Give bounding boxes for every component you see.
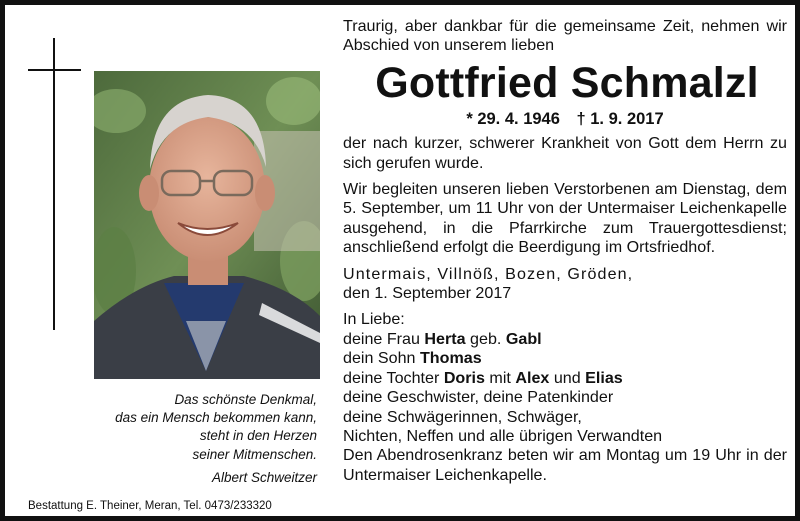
cross-symbol — [53, 38, 55, 330]
family-relatives: deine Geschwister, deine Patenkinder — [343, 388, 614, 407]
deceased-name: Gottfried Schmalzl — [375, 58, 759, 107]
quote-line: Das schönste Denkmal, — [174, 392, 317, 407]
death-text: der nach kurzer, schwerer Krankheit von Gott dem Herrn zu sich gerufen wurde. — [343, 134, 787, 172]
in-love-label: In Liebe: — [343, 310, 405, 329]
quote-line: steht in den Herzen — [199, 428, 317, 444]
life-dates — [343, 110, 787, 129]
cross-symbol-bar — [28, 69, 81, 71]
portrait-photo — [94, 71, 320, 379]
family-wife: deine Frau Herta geb. Gabl — [343, 329, 542, 348]
notice-text — [343, 17, 787, 485]
birth-date: * 29. 4. 1946 — [466, 109, 560, 128]
family-places: Untermais, Villnöß, Bozen, Gröden, — [343, 264, 634, 283]
quote-line: das ein Mensch bekommen kann, — [115, 410, 317, 426]
funeral-home-contact: Bestattung E. Theiner, Meran, Tel. 0473/233320 — [28, 500, 272, 512]
funeral-text: Wir begleiten unseren lieben Verstorbenen am Dienstag, dem 5. September, um 11 Uhr von der Untermaiser Leichenkapelle ausgehend, in die Pfarrkirche zum Trauergottesdienst; anschließend erfolgt die Beerdigung im Ortsfriedhof. — [343, 180, 787, 257]
quote-author: Albert Schweitzer — [211, 469, 317, 485]
rosary-text: Den Abendrosenkranz beten wir am Montag um 19 Uhr in der Untermaiser Leichenkapelle. — [343, 446, 787, 484]
family-daughter: deine Tochter Doris mit Alex und Elias — [343, 368, 623, 387]
family-relatives: Nichten, Neffen und alle übrigen Verwandten — [343, 426, 663, 445]
memorial-quote — [95, 391, 317, 487]
death-date: † 1. 9. 2017 — [576, 109, 664, 128]
family-son: dein Sohn Thomas — [343, 349, 482, 368]
date-line: den 1. September 2017 — [343, 284, 512, 303]
intro-text: Traurig, aber dankbar für die gemeinsame Zeit, nehmen wir Abschied von unserem lieben — [343, 17, 787, 55]
family-relatives: deine Schwägerinnen, Schwäger, — [343, 407, 582, 426]
quote-line: seiner Mitmenschen. — [192, 446, 317, 462]
